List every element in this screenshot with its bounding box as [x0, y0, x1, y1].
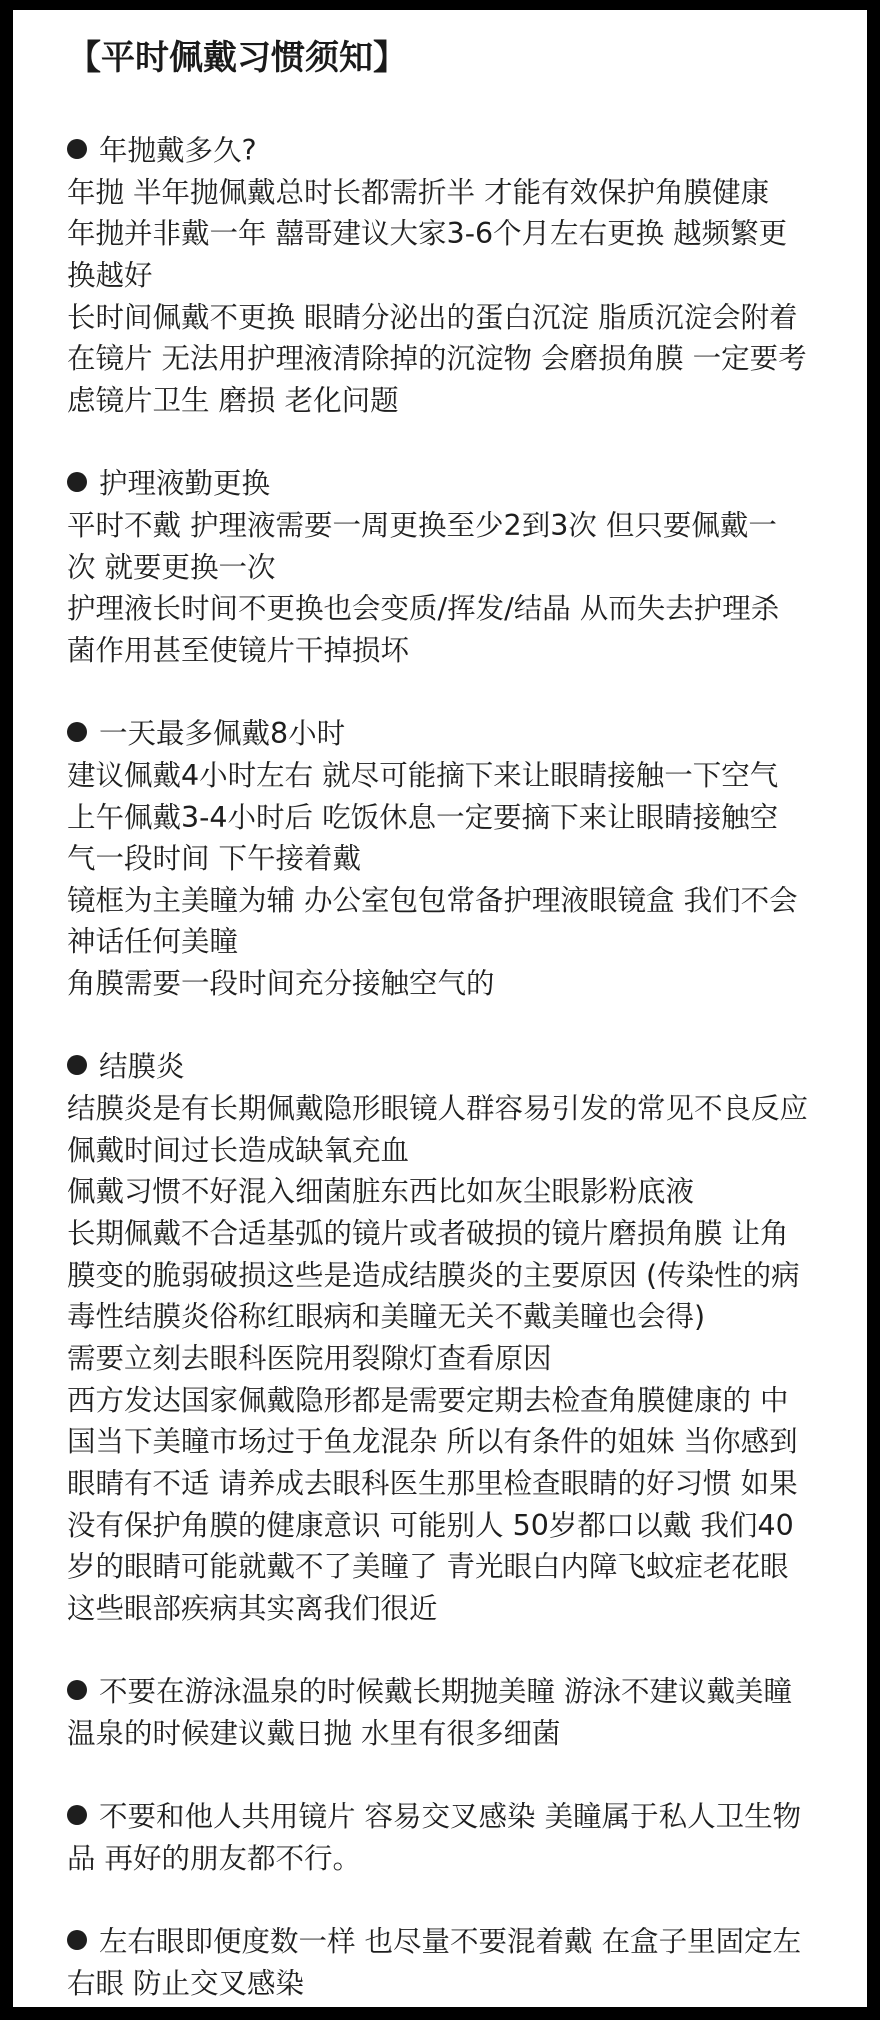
section-heading	[67, 463, 867, 505]
body-line: 菌作用甚至使镜片干掉损坏	[67, 633, 410, 667]
body-line: 膜变的脆弱破损这些是造成结膜炎的主要原因 (传染性的病	[67, 1258, 800, 1292]
body-line: 眼睛有不适 请养成去眼科医生那里检查眼睛的好习惯 如果	[67, 1467, 798, 1500]
bullet-icon	[67, 1930, 87, 1950]
body-line: 换越好	[67, 258, 153, 292]
body-line: 护理液长时间不更换也会变质/挥发/结晶 从而失去护理杀	[67, 592, 780, 626]
section-heading	[67, 1796, 867, 1838]
section-heading	[67, 130, 867, 172]
section-heading-text: 年抛戴多久?	[99, 134, 257, 167]
note-content	[67, 130, 867, 2007]
section-heading-text: 一天最多佩戴8小时	[99, 717, 346, 751]
note-page	[13, 10, 867, 2007]
section-heading	[67, 713, 867, 755]
body-line: 这些眼部疾病其实离我们很近	[67, 1591, 438, 1625]
body-line: 温泉的时候建议戴日抛 水里有很多细菌	[67, 1716, 561, 1750]
body-line: 气一段时间 下午接着戴	[67, 842, 362, 876]
body-line: 虑镜片卫生 磨损 老化问题	[67, 383, 399, 417]
bullet-icon	[67, 1680, 87, 1700]
body-line: 右眼 防止交叉感染	[67, 1966, 305, 2000]
section-solution-replacement	[67, 463, 867, 671]
section-daily-wear-limit	[67, 713, 867, 1005]
section-heading-text: 不要在游泳温泉的时候戴长期抛美瞳 游泳不建议戴美瞳	[99, 1675, 793, 1709]
section-swimming-hot-springs	[67, 1671, 867, 1754]
body-line: 角膜需要一段时间充分接触空气的	[67, 967, 495, 1001]
section-left-right-eye	[67, 1921, 867, 2004]
body-line: 神话任何美瞳	[67, 925, 239, 959]
body-line: 长期佩戴不合适基弧的镜片或者破损的镜片磨损角膜 让角	[67, 1217, 789, 1251]
body-line: 镜框为主美瞳为辅 办公室包包常备护理液眼镜盒 我们不会	[67, 883, 798, 917]
body-line: 年抛并非戴一年 囍哥建议大家3-6个月左右更换 越频繁更	[67, 217, 788, 251]
bullet-icon	[67, 139, 87, 159]
section-no-sharing-lenses	[67, 1796, 867, 1879]
body-line: 岁的眼睛可能就戴不了美瞳了 青光眼白内障飞蚊症老花眼	[67, 1550, 789, 1584]
section-annual-wear-duration	[67, 130, 867, 422]
body-line: 没有保护角膜的健康意识 可能别人 50岁都口以戴 我们40	[67, 1508, 794, 1542]
section-heading-text: 护理液勤更换	[99, 467, 271, 501]
section-heading	[67, 1671, 867, 1713]
section-heading-text: 不要和他人共用镜片 容易交叉感染 美瞳属于私人卫生物	[99, 1800, 802, 1834]
section-heading-text: 结膜炎	[99, 1050, 185, 1084]
section-heading	[67, 1046, 867, 1088]
body-line: 西方发达国家佩戴隐形都是需要定期去检查角膜健康的 中	[67, 1383, 789, 1417]
bullet-icon	[67, 1805, 87, 1825]
body-line: 佩戴习惯不好混入细菌脏东西比如灰尘眼影粉底液	[67, 1175, 695, 1209]
page-title: 【平时佩戴习惯须知】	[67, 38, 407, 78]
body-line: 在镜片 无法用护理液清除掉的沉淀物 会磨损角膜 一定要考	[67, 342, 807, 376]
body-line: 次 就要更换一次	[67, 550, 276, 584]
section-conjunctivitis	[67, 1046, 867, 1629]
bullet-icon	[67, 472, 87, 492]
body-line: 平时不戴 护理液需要一周更换至少2到3次 但只要佩戴一	[67, 508, 777, 542]
body-line: 国当下美瞳市场过于鱼龙混杂 所以有条件的姐妹 当你感到	[67, 1425, 798, 1459]
bullet-icon	[67, 722, 87, 742]
body-line: 结膜炎是有长期佩戴隐形眼镜人群容易引发的常见不良反应	[67, 1092, 809, 1126]
body-line: 建议佩戴4小时左右 就尽可能摘下来让眼睛接触一下空气	[67, 758, 779, 792]
bullet-icon	[67, 1055, 87, 1075]
body-line: 毒性结膜炎俗称红眼病和美瞳无关不戴美瞳也会得)	[67, 1300, 706, 1334]
body-line: 品 再好的朋友都不行。	[67, 1841, 362, 1875]
section-heading	[67, 1921, 867, 1963]
body-line: 上午佩戴3-4小时后 吃饭休息一定要摘下来让眼睛接触空	[67, 800, 779, 834]
body-line: 长时间佩戴不更换 眼睛分泌出的蛋白沉淀 脂质沉淀会附着	[67, 300, 798, 334]
section-heading-text: 左右眼即便度数一样 也尽量不要混着戴 在盒子里固定左	[99, 1925, 802, 1959]
body-line: 需要立刻去眼科医院用裂隙灯查看原因	[67, 1342, 552, 1376]
body-line: 年抛 半年抛佩戴总时长都需折半 才能有效保护角膜健康	[67, 175, 770, 209]
body-line: 佩戴时间过长造成缺氧充血	[67, 1133, 410, 1167]
